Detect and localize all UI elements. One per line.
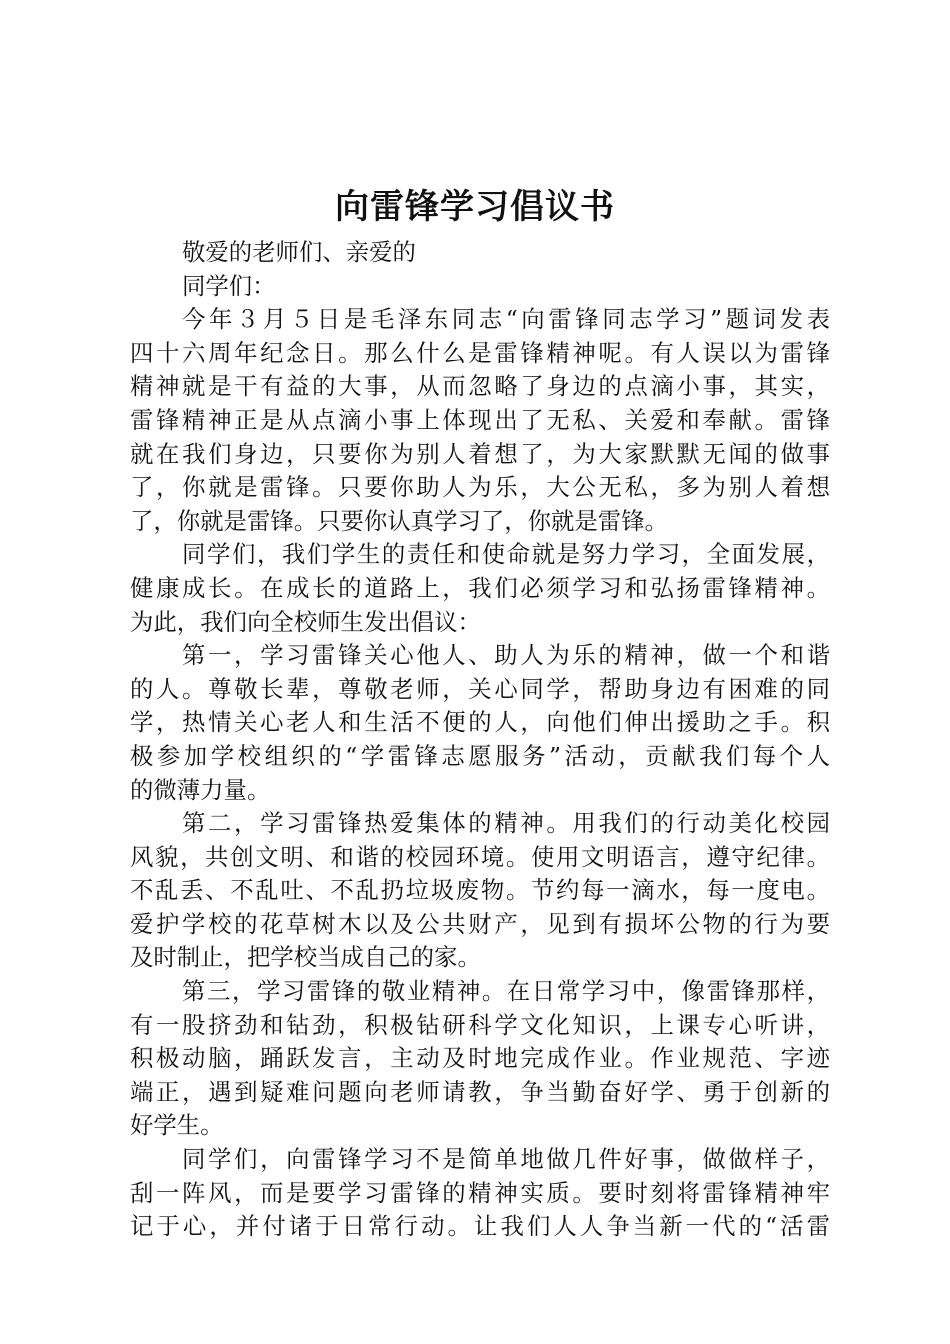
text-line: 的人。尊敬长辈，尊敬老师，关心同学，帮助身边有困难的同	[130, 674, 830, 703]
text-line: 精神就是干有益的大事，从而忽略了身边的点滴小事，其实，	[130, 372, 830, 401]
text-line: 及时制止，把学校当成自己的家。	[130, 943, 481, 972]
text-line: 今年３月５日是毛泽东同志“向雷锋同志学习”题词发表	[182, 305, 830, 334]
text-line: 同学们：	[182, 271, 276, 300]
text-line: 为此，我们向全校师生发出倡议：	[130, 607, 481, 636]
text-line: 就在我们身边，只要你为别人着想了，为大家默默无闻的做事	[130, 439, 830, 468]
document-title: 向雷锋学习倡议书	[335, 187, 615, 227]
text-line: 第一，学习雷锋关心他人、助人为乐的精神，做一个和谐	[182, 641, 830, 670]
text-line: 风貌，共创文明、和谐的校园环境。使用文明语言，遵守纪律。	[130, 842, 830, 871]
text-line: 有一股挤劲和钻劲，积极钻研科学文化知识，上课专心听讲，	[130, 1010, 830, 1039]
text-line: 四十六周年纪念日。那么什么是雷锋精神呢。有人误以为雷锋	[130, 338, 830, 367]
text-line: 敬爱的老师们、亲爱的	[182, 238, 416, 266]
text-line: 爱护学校的花草树木以及公共财产，见到有损坏公物的行为要	[130, 909, 830, 938]
text-line: 同学们，我们学生的责任和使命就是努力学习，全面发展，	[182, 540, 830, 569]
text-line: 健康成长。在成长的道路上，我们必须学习和弘扬雷锋精神。	[130, 573, 830, 602]
text-line: 积极动脑，踊跃发言，主动及时地完成作业。作业规范、字迹	[130, 1044, 830, 1073]
text-line: 学，热情关心老人和生活不便的人，向他们伸出援助之手。积	[130, 708, 830, 737]
text-line: 了，你就是雷锋。只要你认真学习了，你就是雷锋。	[130, 506, 668, 535]
text-line: 的微薄力量。	[130, 775, 271, 804]
text-line: 不乱丢、不乱吐、不乱扔垃圾废物。节约每一滴水，每一度电。	[130, 876, 830, 905]
text-line: 刮一阵风，而是要学习雷锋的精神实质。要时刻将雷锋精神牢	[130, 1178, 830, 1207]
text-line: 端正，遇到疑难问题向老师请教，争当勤奋好学、勇于创新的	[130, 1077, 830, 1106]
text-line: 第三，学习雷锋的敬业精神。在日常学习中，像雷锋那样，	[182, 977, 830, 1006]
text-line: 了，你就是雷锋。只要你助人为乐，大公无私，多为别人着想	[130, 473, 830, 502]
text-line: 第二，学习雷锋热爱集体的精神。用我们的行动美化校园	[182, 809, 830, 838]
document-body	[130, 236, 830, 1244]
text-line: 好学生。	[130, 1111, 224, 1140]
text-line: 记于心，并付诸于日常行动。让我们人人争当新一代的“活雷	[130, 1212, 830, 1241]
text-line: 雷锋精神正是从点滴小事上体现出了无私、关爱和奉献。雷锋	[130, 405, 830, 434]
text-line: 极参加学校组织的“学雷锋志愿服务”活动，贡献我们每个人	[130, 741, 830, 770]
text-line: 同学们，向雷锋学习不是简单地做几件好事，做做样子，	[182, 1145, 830, 1174]
